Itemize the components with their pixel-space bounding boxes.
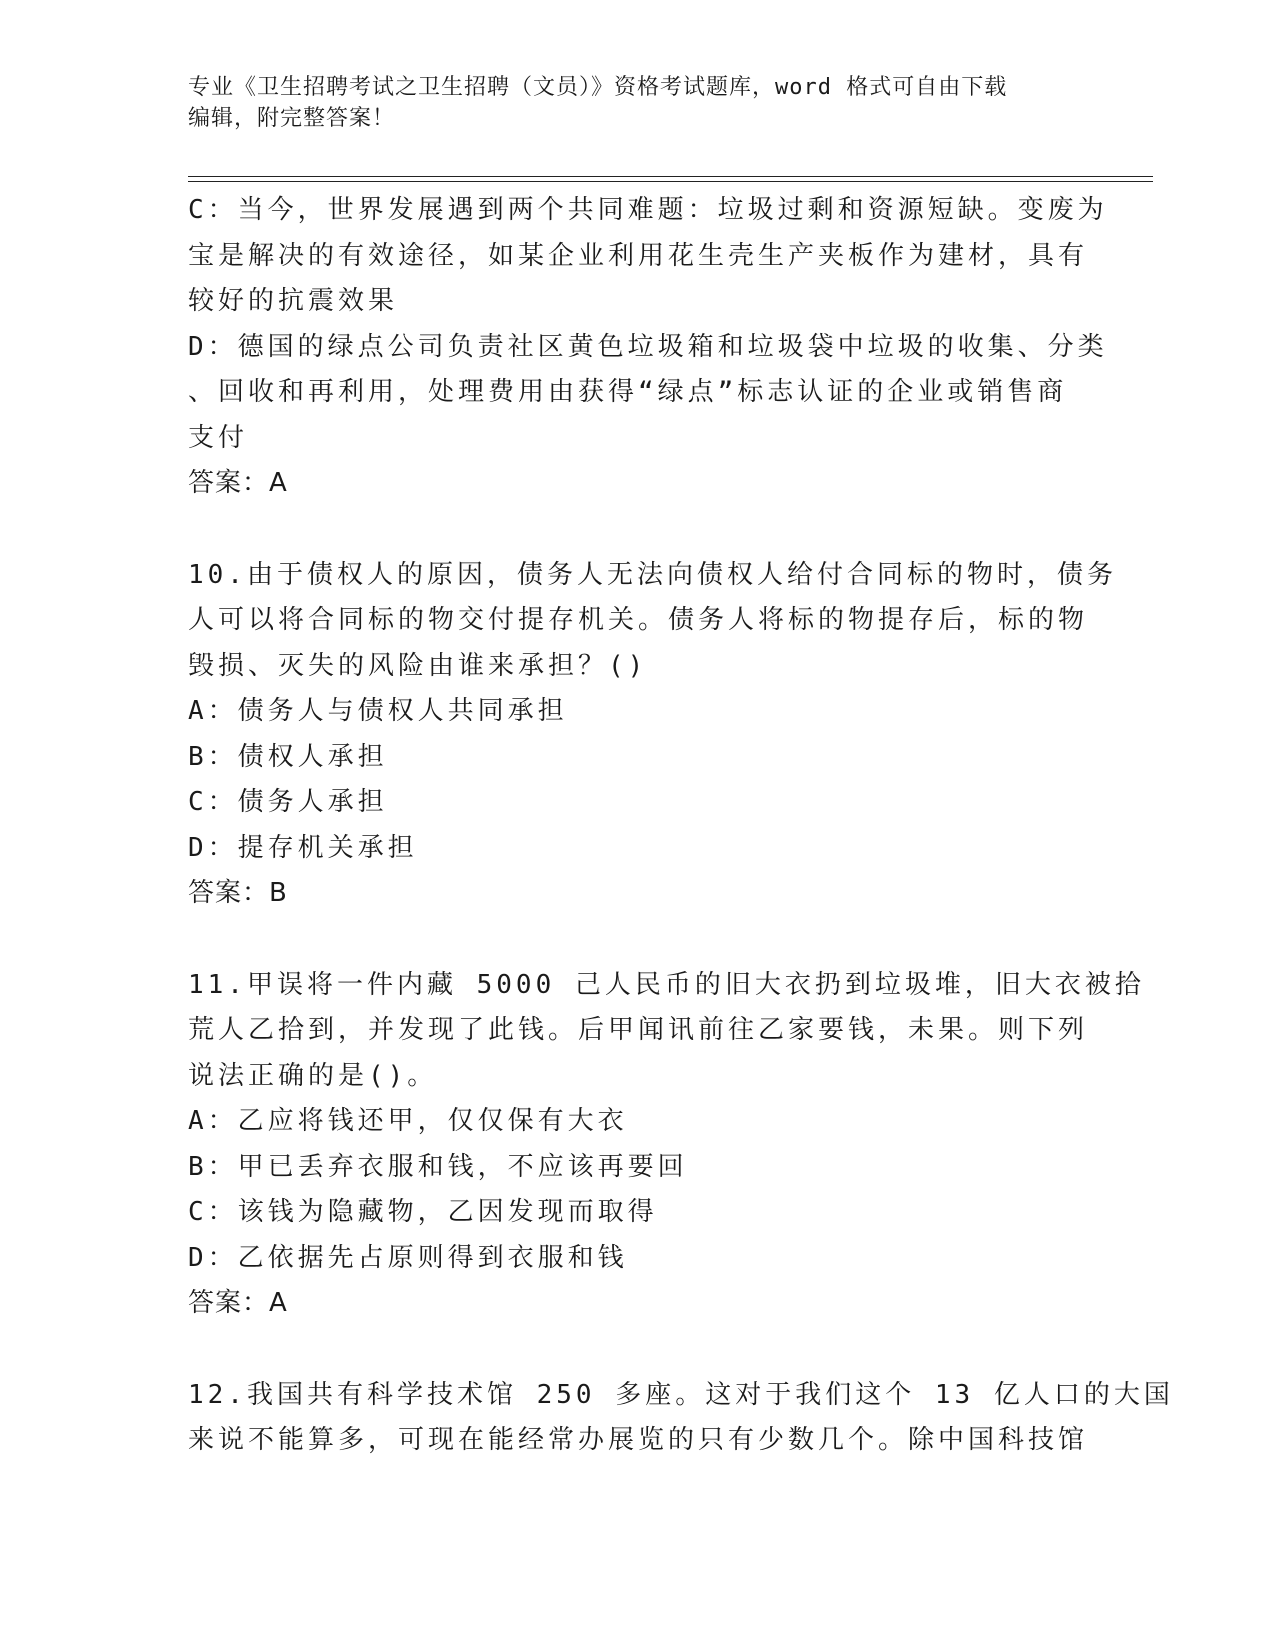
question-10 xyxy=(188,553,1117,917)
option-a: A：债务人与债权人共同承担 xyxy=(188,696,568,726)
option-a: A：乙应将钱还甲，仅仅保有大衣 xyxy=(188,1106,628,1136)
question-11 xyxy=(188,963,1145,1327)
prev-question xyxy=(188,188,1108,507)
option-c-line: 宝是解决的有效途径，如某企业利用花生壳生产夹板作为建材，具有 xyxy=(188,240,1089,271)
option-d-line: 、回收和再利用，处理费用由获得“绿点”标志认证的企业或销售商 xyxy=(188,377,1068,407)
option-b: B：债权人承担 xyxy=(188,741,388,772)
header-line-1: 专业《卫生招聘考试之卫生招聘（文员）》资格考试题库，word 格式可自由下载 xyxy=(188,75,1008,100)
spacer xyxy=(188,917,1088,963)
option-c: C：该钱为隐藏物，乙因发现而取得 xyxy=(188,1197,658,1227)
header-rule-top xyxy=(188,176,1153,177)
answer-line: 答案：A xyxy=(188,1288,288,1318)
question-stem-line: 12.我国共有科学技术馆 250 多座。这对于我们这个 13 亿人口的大国 xyxy=(188,1379,1174,1410)
spacer xyxy=(188,1327,1088,1373)
question-stem-line: 11.甲误将一件内藏 5000 己人民币的旧大衣扔到垃圾堆，旧大衣被拾 xyxy=(188,969,1145,1000)
option-b: B：甲已丢弃衣服和钱，不应该再要回 xyxy=(188,1151,688,1182)
option-d: D：提存机关承担 xyxy=(188,832,418,863)
spacer xyxy=(188,507,1088,553)
option-c-line: 较好的抗震效果 xyxy=(188,286,399,316)
question-stem-line: 10.由于债权人的原因，债务人无法向债权人给付合同标的物时，债务 xyxy=(188,559,1117,590)
option-c: C：债务人承担 xyxy=(188,787,388,817)
document-body xyxy=(188,188,1174,1464)
question-stem-line: 说法正确的是()。 xyxy=(188,1060,438,1091)
option-d-line: 支付 xyxy=(188,422,249,453)
question-stem-line: 来说不能算多，可现在能经常办展览的只有少数几个。除中国科技馆 xyxy=(188,1425,1089,1455)
page-header xyxy=(188,72,1078,134)
header-rule-bottom xyxy=(188,181,1153,182)
question-stem-line: 毁损、灭失的风险由谁来承担？() xyxy=(188,650,648,681)
option-d: D：乙依据先占原则得到衣服和钱 xyxy=(188,1242,628,1273)
option-d-line: D：德国的绿点公司负责社区黄色垃圾箱和垃圾袋中垃圾的收集、分类 xyxy=(188,331,1108,362)
header-line-2: 编辑，附完整答案！ xyxy=(188,106,396,131)
answer-line: 答案：A xyxy=(188,468,288,498)
question-12 xyxy=(188,1373,1174,1464)
question-stem-line: 荒人乙拾到，并发现了此钱。后甲闻讯前往乙家要钱，未果。则下列 xyxy=(188,1015,1089,1045)
answer-line: 答案：B xyxy=(188,878,288,908)
question-stem-line: 人可以将合同标的物交付提存机关。债务人将标的物提存后，标的物 xyxy=(188,605,1089,635)
option-c-line: C：当今，世界发展遇到两个共同难题：垃圾过剩和资源短缺。变废为 xyxy=(188,195,1108,225)
